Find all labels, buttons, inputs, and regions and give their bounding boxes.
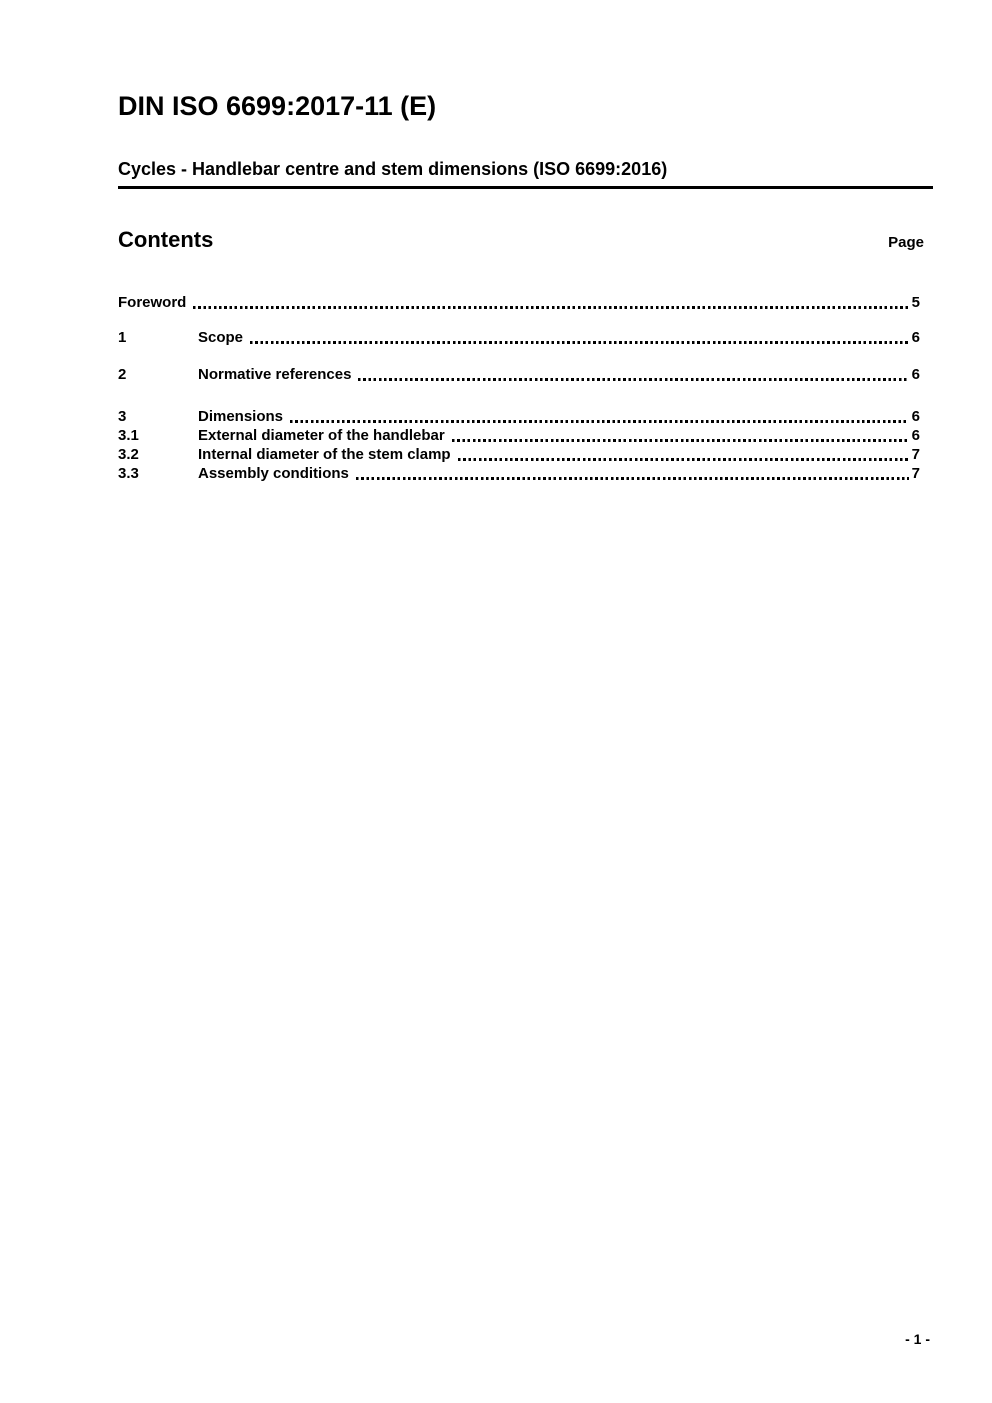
toc-entry-dimensions: [118, 407, 933, 426]
contents-header: [118, 227, 933, 252]
toc-entry-foreword: [118, 293, 933, 312]
toc-entry-page: 6: [911, 366, 920, 383]
toc-entry-number: 2: [118, 366, 127, 383]
toc-entry-assembly-conditions: [118, 464, 933, 483]
subtitle-rule: [118, 159, 933, 189]
toc-entry-page: 6: [911, 329, 920, 346]
toc-entry-page: 7: [911, 446, 920, 463]
toc-entry-title: Internal diameter of the stem clamp: [198, 446, 451, 463]
toc-leader-dots: [193, 306, 909, 309]
toc-entry-number: 3.3: [118, 465, 139, 482]
toc-entry-title: Foreword: [118, 294, 187, 311]
toc-leader-dots: [356, 477, 909, 480]
toc-entry-title: Normative references: [198, 366, 352, 383]
toc-entry-page: 6: [911, 408, 920, 425]
toc-entry-page: 7: [911, 465, 920, 482]
toc-leader-dots: [358, 378, 909, 381]
footer-page-number: - 1 -: [905, 1331, 930, 1347]
toc-entry-internal-diameter: [118, 445, 933, 464]
document-title: DIN ISO 6699:2017-11 (E): [118, 91, 437, 121]
toc-entry-scope: [118, 328, 933, 347]
toc-entry-title: Dimensions: [198, 408, 284, 425]
table-of-contents: [118, 293, 933, 483]
document-subtitle: Cycles - Handlebar centre and stem dimensions (ISO 6699:2016): [118, 159, 668, 179]
toc-leader-dots: [458, 458, 909, 461]
toc-entry-title: Assembly conditions: [198, 465, 349, 482]
toc-entry-number: 3.2: [118, 446, 139, 463]
toc-leader-dots: [250, 341, 909, 344]
toc-entry-number: 1: [118, 329, 127, 346]
toc-leader-dots: [290, 420, 909, 423]
toc-entry-normative-references: [118, 365, 933, 384]
contents-heading: Contents: [118, 227, 214, 252]
toc-entry-number: 3: [118, 408, 127, 425]
toc-entry-page: 6: [911, 427, 920, 444]
toc-leader-dots: [452, 439, 909, 442]
toc-entry-page: 5: [911, 294, 920, 311]
toc-entry-external-diameter: [118, 426, 933, 445]
toc-entry-number: 3.1: [118, 427, 139, 444]
toc-entry-title: Scope: [198, 329, 244, 346]
toc-entry-title: External diameter of the handlebar: [198, 427, 445, 444]
page-column-label: Page: [888, 234, 924, 251]
